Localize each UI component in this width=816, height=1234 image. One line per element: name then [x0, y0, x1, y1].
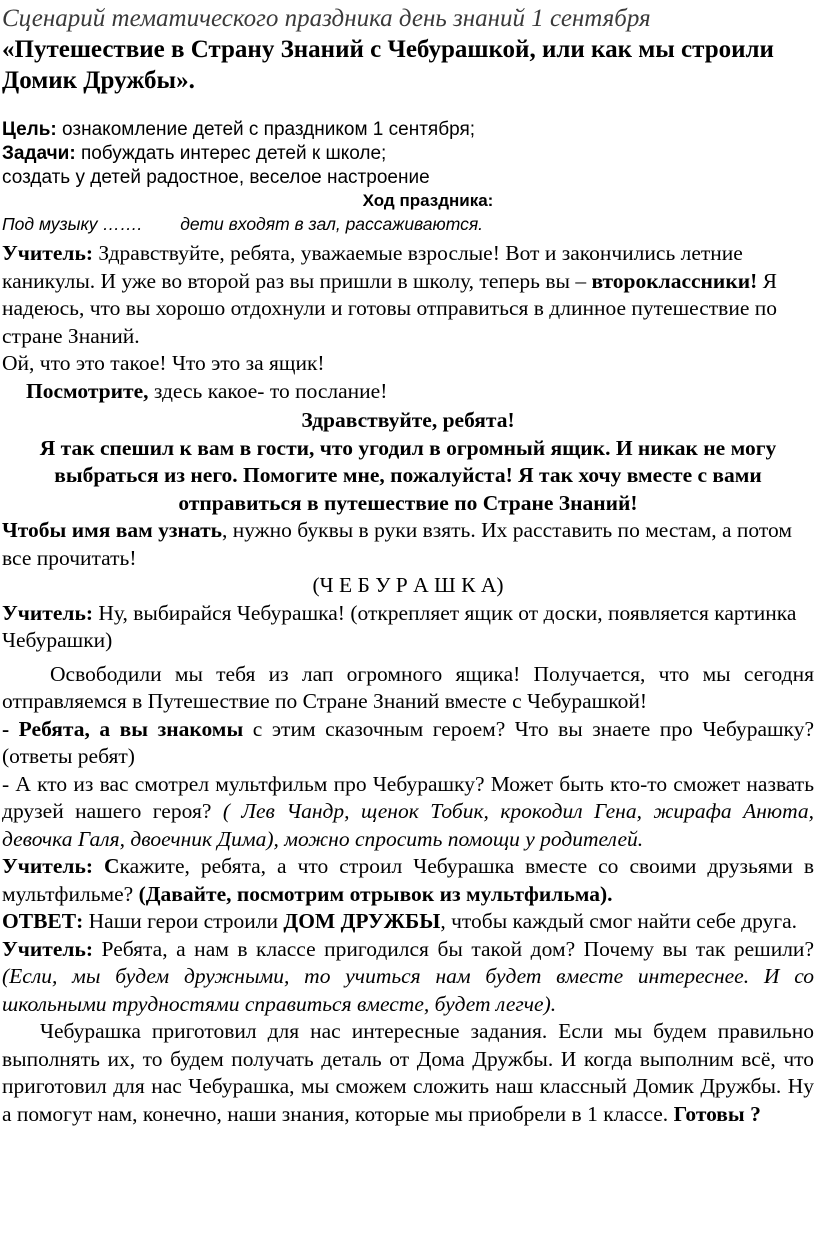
paragraph-text: здесь какое- то послание!: [148, 378, 388, 403]
paragraph-text: Здравствуйте, ребята, уважаемые взрослые! Вот и закончились летние каникулы. И уже во второй раз вы пришли в школу, теперь вы –: [2, 241, 743, 293]
paragraph-what-built: [2, 853, 814, 908]
paragraph-text: Ну, выбирайся Чебурашка! (открепляет ящик от доски, появляется картинка Чебурашки): [2, 600, 797, 652]
emphasis-text: второклассники!: [591, 268, 758, 293]
speaker-label: Учитель:: [2, 936, 93, 961]
paragraph-class-house: [2, 936, 814, 1019]
goal-label: Цель:: [2, 119, 57, 140]
tasks-line-2: создать у детей радостное, веселое настроение: [2, 167, 430, 188]
paragraph-familiar: [2, 716, 814, 771]
speaker-label: Учитель:: [2, 241, 93, 265]
course-heading: Ход праздника:: [362, 191, 494, 210]
emphasis-text: (Давайте, посмотрим отрывок из мультфильма).: [138, 881, 613, 906]
emphasis-text: ДОМ ДРУЖБЫ: [283, 909, 441, 933]
document-title: «Путешествие в Страну Знаний с Чебурашкой, или как мы строили Домик Дружбы».: [2, 36, 774, 94]
paragraph-text: кажите, ребята, а что строил Чебурашка вместе со своими друзьями в мультфильме?: [2, 854, 814, 906]
stage-direction-music: Под музыку …….: [2, 214, 143, 234]
italic-text: ( Лев Чандр, щенок Тобик, крокодил Гена, жирафа Анюта, девочка Галя, двоечник Дима), можно спросить помощи у родителей.: [2, 799, 814, 851]
emphasis-text: - Ребята, а вы знакомы: [2, 716, 244, 741]
paragraph-cartoon-friends: [2, 771, 814, 854]
emphasis-text: Посмотрите,: [26, 378, 149, 403]
answer-label: ОТВЕТ:: [2, 909, 84, 933]
paragraph-freed: Освободили мы тебя из лап огромного ящика! Получается, что мы сегодня отправляемся в Путешествие по Стране Знаний вместе с Чебурашкой!: [2, 661, 814, 713]
stage-direction-children: дети входят в зал, рассаживаются.: [180, 214, 484, 234]
tasks-text: побуждать интерес детей к школе;: [75, 143, 387, 164]
letter-greeting: Здравствуйте, ребята!: [301, 408, 515, 432]
spacer: [2, 96, 814, 118]
letters-puzzle: (Ч Е Б У Р А Ш К А): [312, 573, 504, 597]
italic-text: (Если, мы будем дружными, то учиться нам будет вместе интереснее. И со школьными трудностями справиться вместе, будет легче).: [2, 964, 814, 1016]
paragraph-text: Чебурашка приготовил для нас интересные задания. Если мы будем правильно выполнять их, то будем получать деталь от Дома Дружбы. И когда выполним всё, что приготовил для нас Чебурашка, мы сможем сложить наш классный Домик Дружбы. Ну а помогут нам, конечно, наши знания, которые мы приобрели в 1 классе.: [2, 1019, 814, 1126]
paragraph-teacher-release: [2, 600, 814, 655]
paragraph-text: Ребята, а нам в классе пригодился бы такой дом? Почему вы так решили?: [93, 936, 814, 961]
paragraph-text: с этим сказочным героем? Что вы знаете про Чебурашку? (ответы ребят): [2, 716, 814, 768]
paragraph-teacher-greeting: [2, 240, 814, 350]
paragraph-text: , нужно буквы в руки взять. Их расставить по местам, а потом все прочитать!: [2, 518, 792, 570]
stage-direction: [2, 212, 814, 236]
paragraph-answer: [2, 908, 814, 936]
paragraph-text: , чтобы каждый смог найти себе друга.: [440, 909, 798, 933]
paragraph-name-riddle: [2, 517, 814, 572]
paragraph-tasks-intro: [2, 1018, 814, 1128]
emphasis-text: Готовы ?: [673, 1101, 761, 1126]
goal-text: ознакомление детей с праздником 1 сентября;: [56, 119, 476, 140]
document-subtitle: Сценарий тематического праздника день знаний 1 сентября: [2, 5, 651, 32]
paragraph-box-question: Ой, что это такое! Что это за ящик!: [2, 351, 325, 375]
tasks-label: Задачи:: [2, 143, 76, 164]
speaker-label: Учитель: С: [2, 854, 120, 878]
goal-line: [2, 118, 814, 142]
tasks-line: [2, 142, 814, 166]
emphasis-text: Чтобы имя вам узнать: [2, 518, 223, 542]
letter-text: Я так спешил к вам в гости, что угодил в огромный ящик. И никак не могу выбраться из него. Помогите мне, пожалуйста! Я так хочу вместе с вами отправиться в путешествие по Стране Знаний!: [39, 435, 777, 515]
paragraph-text: Я надеюсь, что вы хорошо отдохнули и готовы отправиться в длинное путешествие по стране Знаний.: [2, 268, 778, 348]
paragraph-text: Наши герои строили: [83, 909, 284, 933]
paragraph-look: [2, 378, 814, 406]
paragraph-text: - А кто из вас смотрел мультфильм про Чебурашку? Может быть кто-то сможет назвать друзей нашего героя?: [2, 771, 814, 823]
speaker-label: Учитель:: [2, 600, 93, 625]
